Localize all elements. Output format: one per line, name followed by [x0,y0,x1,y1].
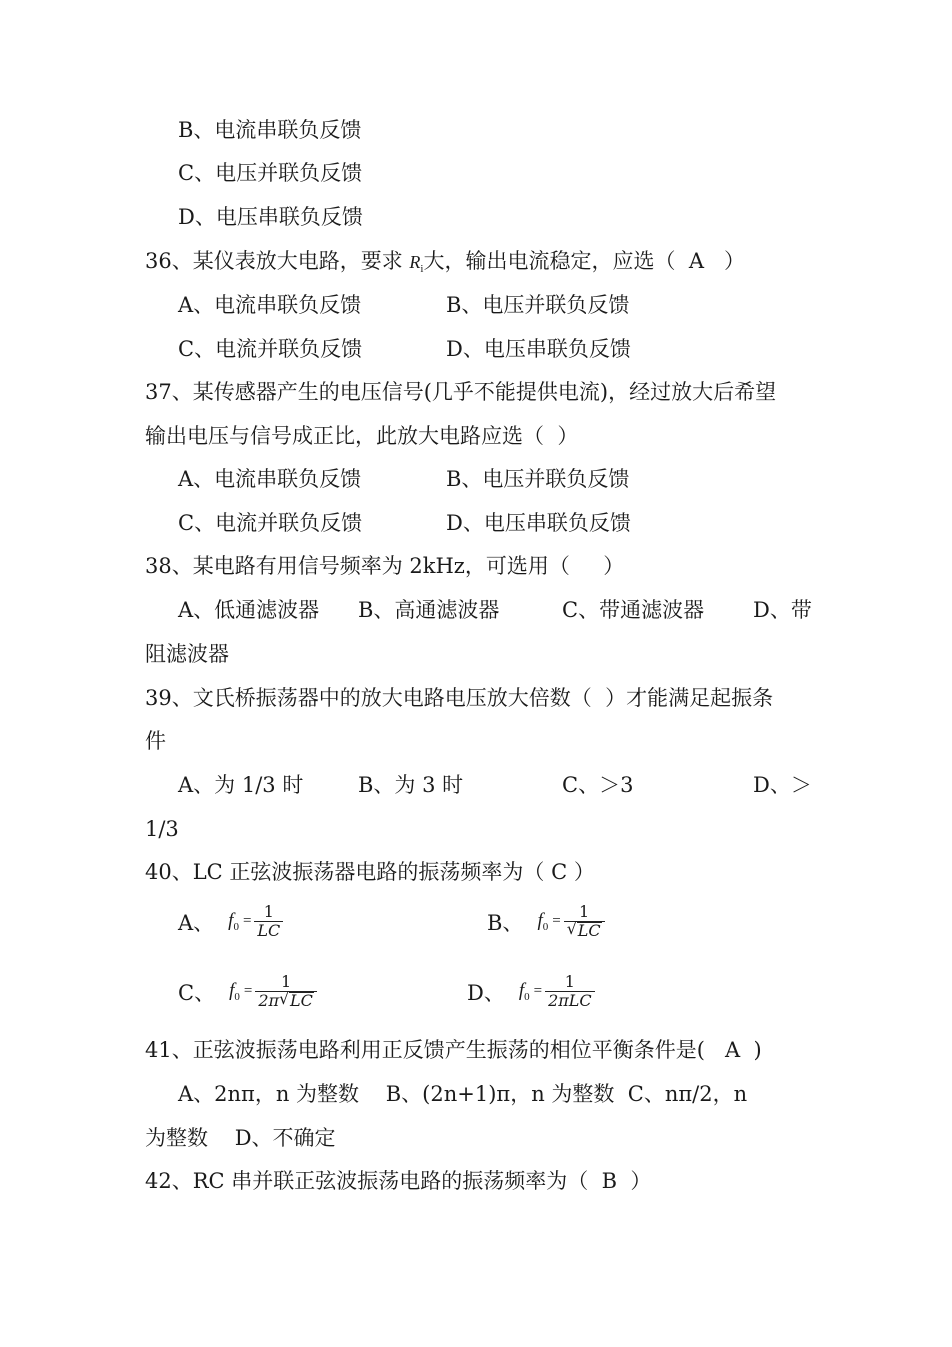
f0-symbol: $f_0$ [537,910,549,933]
q40-option-b [487,903,605,940]
q39-stem-line1: 39、文氏桥振荡器中的放大电路电压放大倍数（ ）才能满足起振条 [145,686,774,710]
q37-option-a: A、电流串联负反馈 [178,467,362,491]
q38-option-b: B、高通滤波器 [358,598,500,622]
q37-option-d: D、电压串联负反馈 [446,511,631,535]
equals-sign: = [552,913,561,929]
f0-symbol: $f_0$ [518,980,530,1003]
q38-stem: 38、某电路有用信号频率为 2kHz，可选用（ ） [145,554,625,578]
q39-option-d-part2: 1/3 [145,817,179,841]
q36-option-d: D、电压串联负反馈 [446,337,631,361]
q39-option-b: B、为 3 时 [358,773,464,797]
q39-option-a: A、为 1/3 时 [178,773,304,797]
q41-stem: 41、正弦波振荡电路利用正反馈产生振荡的相位平衡条件是( A ) [145,1038,762,1062]
q36-option-b: B、电压并联负反馈 [446,293,630,317]
q40-option-c [178,973,317,1010]
f0-symbol: $f_0$ [228,910,239,933]
formula-a [228,903,283,940]
q40-option-a [178,903,283,940]
fraction-b: 1 √ LC [564,903,605,940]
q41-options: A、2nπ，n 为整数 B、(2n+1)π，n 为整数 C、nπ/2，n [178,1082,748,1106]
equals-sign: = [242,913,252,929]
q36-option-c: C、电流并联负反馈 [178,337,363,361]
q40-option-d [467,973,595,1010]
formula-b [537,903,604,940]
q36-stem-pre: 36、某仪表放大电路，要求 [145,249,410,273]
q38-option-d-part2: 阻滤波器 [145,642,229,666]
fraction-a: $\frac{1}{LC}$ [254,903,283,940]
q42-stem: 42、RC 串并联正弦波振荡电路的振荡频率为（ B ） [145,1169,652,1193]
q40-option-b-label: B、 [487,910,524,935]
q37-option-c: C、电流并联负反馈 [178,511,363,535]
formula-c [229,973,317,1010]
sqrt-symbol: √ LC [566,919,601,940]
q36-option-a: A、电流串联负反馈 [178,293,362,317]
q38-option-c: C、带通滤波器 [562,598,705,622]
q38-option-a: A、低通滤波器 [178,598,320,622]
q38-option-d-part1: D、带 [753,598,812,622]
q40-stem: 40、LC 正弦波振荡器电路的振荡频率为（ C ） [145,860,595,884]
ri-sub: i [420,263,424,275]
q35-option-c: C、电压并联负反馈 [178,161,363,185]
q39-stem-line2: 件 [145,729,166,753]
q35-option-d: D、电压串联负反馈 [178,205,363,229]
q40-option-c-label: C、 [178,980,216,1005]
q37-stem-line2: 输出电压与信号成正比，此放大电路应选（ ） [145,424,579,448]
equals-sign: = [243,983,253,999]
q41-options-line2: 为整数 D、不确定 [145,1126,336,1150]
q36-stem-post: 大，输出电流稳定，应选（ A ） [423,249,746,273]
q40-option-a-label: A、 [178,910,215,935]
q37-stem-line1: 37、某传感器产生的电压信号(几乎不能提供电流)，经过放大后希望 [145,380,777,404]
q36-stem [145,247,745,283]
q39-option-c: C、＞3 [562,773,634,797]
fraction-d: $\frac{1}{\text{2πLC}}$ [545,973,595,1010]
ri-r: R [409,252,421,272]
q35-option-b: B、电流串联负反馈 [178,118,362,142]
q39-option-d-part1: D、＞ [753,773,812,797]
formula-d [519,973,595,1010]
sqrt-symbol: √ LC [279,989,313,1010]
equals-sign: = [533,983,543,999]
fraction-c: 1 2π √ LC [255,973,317,1010]
q37-option-b: B、电压并联负反馈 [446,467,630,491]
f0-symbol: $f_0$ [229,980,240,1003]
q36-ri-symbol [409,252,424,275]
q40-option-d-label: D、 [467,980,505,1005]
